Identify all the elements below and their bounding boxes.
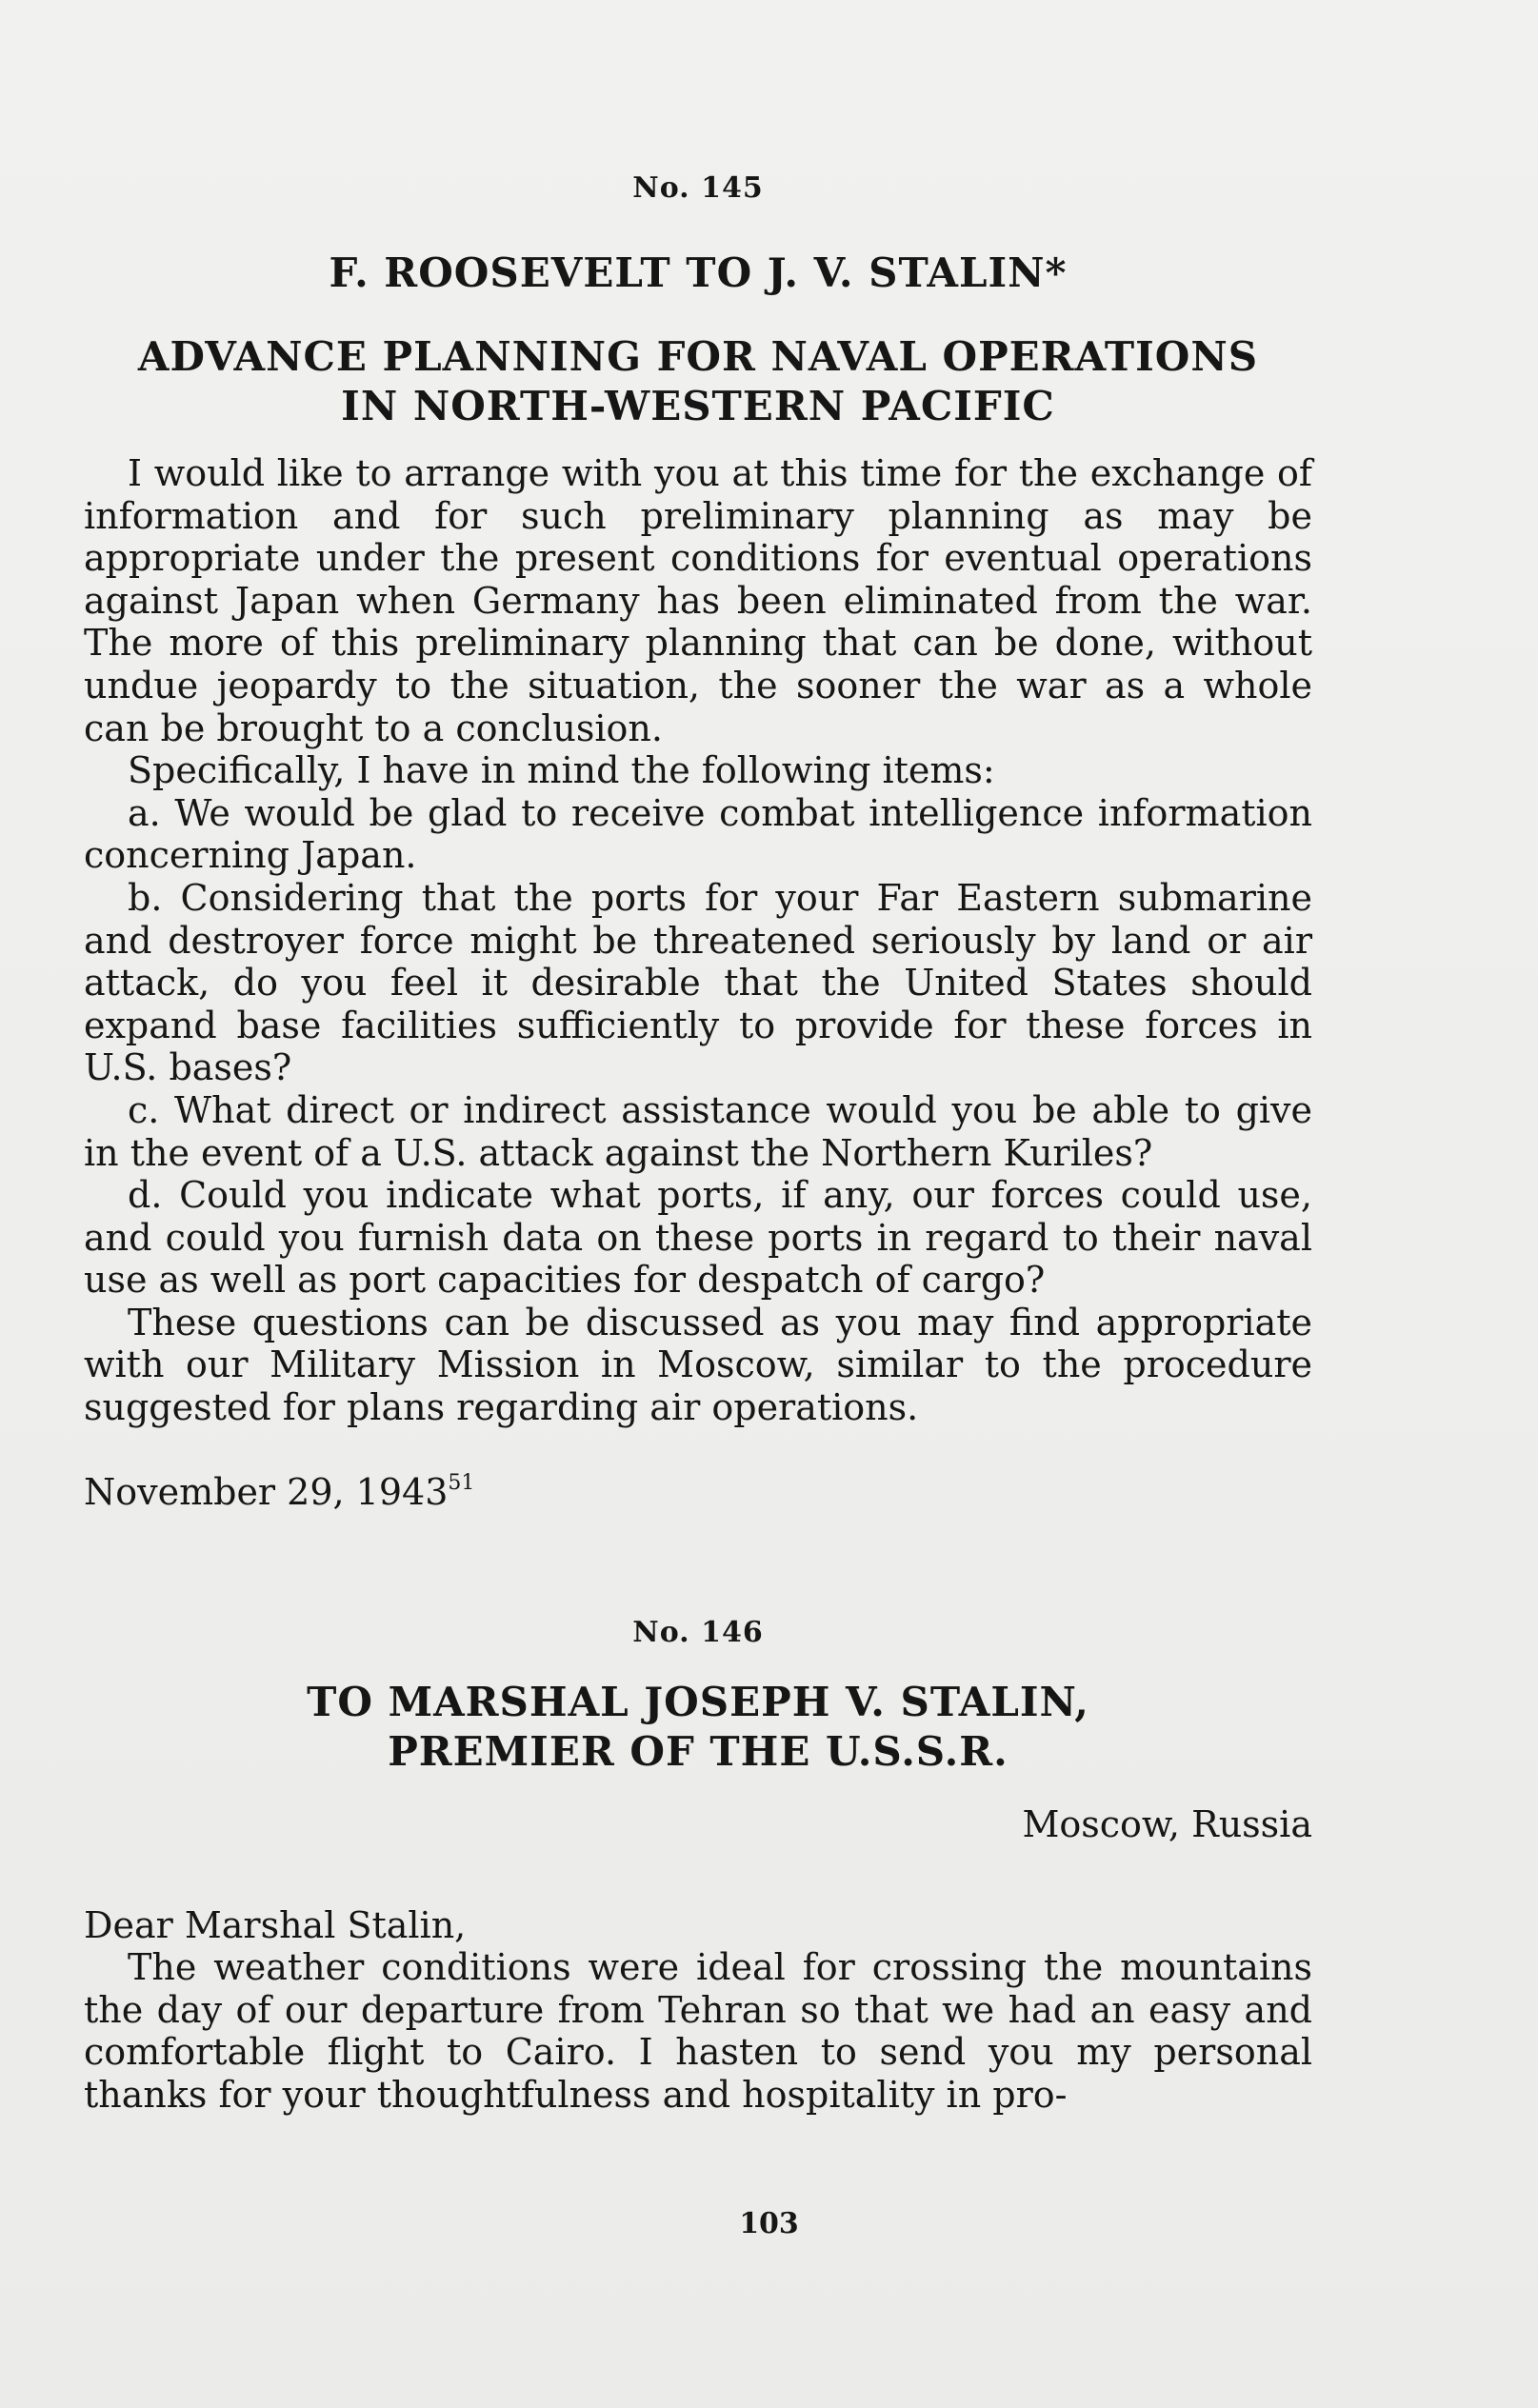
paragraph: These questions can be discussed as you may find appropriate with our Military Mission in Moscow, similar to the procedure suggested for plans regarding air operations. xyxy=(84,1301,1312,1429)
paragraph-item-a: a. We would be glad to receive combat intelligence information concerning Japan. xyxy=(84,791,1312,877)
paragraph-item-b: b. Considering that the ports for your Far Eastern submarine and destroyer force might be threatened seriously by land or air attack, do you feel it desirable that the United States should expand base facilities sufficiently to provide for these forces in U.S. bases? xyxy=(84,876,1312,1089)
document-subtitle-line1: ADVANCE PLANNING FOR NAVAL OPERATIONS xyxy=(137,333,1259,380)
letter-date xyxy=(84,1471,1312,1513)
paragraph: Specifically, I have in mind the following items: xyxy=(128,749,995,792)
paragraph-item-d: d. Could you indicate what ports, if any, our forces could use, and could you furnish data on these ports in regard to their naval use as well as port capacities for despatch of cargo? xyxy=(84,1174,1312,1302)
letter-paragraph: The weather conditions were ideal for crossing the mountains the day of our departure from Tehran so that we had an easy and comfortable flight to Cairo. I hasten to send you my personal thanks for your thoughtfulness and hospitality in pro- xyxy=(84,1946,1312,2117)
addressee-place: Moscow, Russia xyxy=(1022,1802,1312,1845)
document-number: No. 145 xyxy=(632,171,764,205)
paragraph-item-c: c. What direct or indirect assistance would you be able to give in the event of a U.S. attack against the Northern Kuriles? xyxy=(84,1088,1312,1174)
document-2-title-line2: PREMIER OF THE U.S.S.R. xyxy=(388,1727,1009,1775)
footnote-reference: 51 xyxy=(448,1470,475,1495)
page-number: 103 xyxy=(739,2207,799,2240)
text-column xyxy=(84,171,1312,2117)
document-title: F. ROOSEVELT TO J. V. STALIN* xyxy=(329,249,1068,296)
salutation: Dear Marshal Stalin, xyxy=(84,1903,467,1946)
paragraph: I would like to arrange with you at this time for the exchange of information and for such preliminary planning as may be appropriate under the present conditions for eventual operations against Japan when Germany has been eliminated from the war. The more of this preliminary planning that can be done, without undue jeopardy to the situation, the sooner the war as a whole can be brought to a conclusion. xyxy=(84,452,1312,749)
document-2-title-line1: TO MARSHAL JOSEPH V. STALIN, xyxy=(307,1678,1089,1725)
document-number-2: No. 146 xyxy=(632,1615,764,1649)
document-subtitle-line2: IN NORTH-WESTERN PACIFIC xyxy=(341,383,1055,429)
date-text: November 29, 1943 xyxy=(84,1470,449,1513)
